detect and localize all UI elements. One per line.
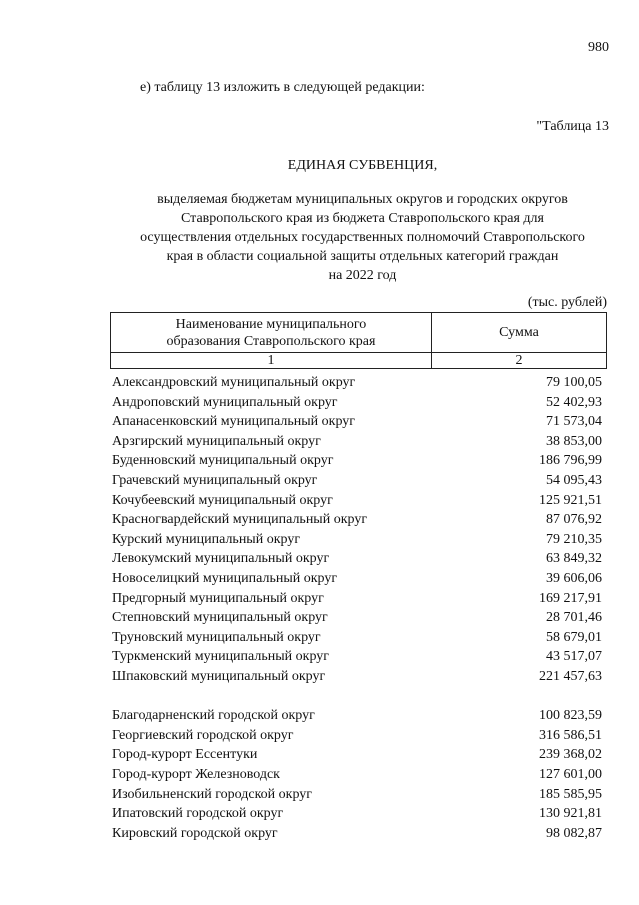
subtitle-line: Ставропольского края из бюджета Ставропольского края для: [181, 211, 544, 226]
row-name: Город-курорт Железноводск: [112, 767, 280, 783]
subtitle-line: осуществления отдельных государственных полномочий Ставропольского: [140, 230, 585, 245]
table-row: [112, 471, 602, 491]
table-row: [112, 412, 602, 432]
row-sum: 316 586,51: [539, 727, 602, 743]
subtitle-line: края в области социальной защиты отдельных категорий граждан: [166, 249, 559, 264]
row-sum: 100 823,59: [539, 708, 602, 724]
row-sum: 185 585,95: [539, 786, 602, 802]
row-name: Грачевский муниципальный округ: [112, 472, 318, 488]
subtitle-line: выделяемая бюджетам муниципальных округов и городских округов: [157, 192, 568, 207]
row-name: Кировский городской округ: [112, 825, 278, 841]
table-row: [112, 491, 602, 511]
table-row: [112, 745, 602, 765]
table-header: [110, 312, 607, 369]
row-name: Благодарненский городской округ: [112, 708, 315, 724]
row-name: Труновский муниципальный округ: [112, 629, 321, 645]
column-number-1: 1: [111, 353, 432, 369]
row-sum: 87 076,92: [546, 512, 602, 528]
table-row: [112, 393, 602, 413]
row-sum: 98 082,87: [546, 825, 602, 841]
table-body: [112, 373, 602, 843]
row-name: Красногвардейский муниципальный округ: [112, 512, 368, 528]
subtitle-line: на 2022 год: [328, 268, 397, 283]
table-row: [112, 667, 602, 687]
table-row: [112, 569, 602, 589]
row-name: Александровский муниципальный округ: [112, 375, 356, 390]
row-name: Андроповский муниципальный округ: [112, 394, 338, 410]
table-row: [112, 726, 602, 746]
column-number-2: 2: [515, 353, 523, 368]
row-name: Кочубеевский муниципальный округ: [112, 492, 333, 508]
table-row: [112, 451, 602, 471]
row-sum: 239 368,02: [539, 747, 602, 763]
row-sum: 186 796,99: [539, 453, 602, 469]
page-number: 980: [588, 40, 609, 55]
row-sum: 221 457,63: [539, 668, 602, 684]
table-row: [112, 647, 602, 667]
table-row: [112, 373, 602, 393]
table-row: [112, 804, 602, 824]
row-name: Георгиевский городской округ: [112, 727, 294, 743]
table-caption: "Таблица 13: [536, 119, 609, 134]
units-label: (тыс. рублей): [527, 295, 607, 310]
row-name: Изобильненский городской округ: [112, 786, 313, 802]
row-sum: 79 210,35: [546, 531, 602, 547]
intro-text: е) таблицу 13 изложить в следующей редакции:: [140, 80, 425, 95]
row-name: Шпаковский муниципальный округ: [112, 668, 326, 684]
table-row: [112, 785, 602, 805]
row-name: Апанасенковский муниципальный округ: [112, 414, 356, 430]
row-sum: 52 402,93: [546, 394, 602, 410]
row-name: Степновский муниципальный округ: [112, 610, 328, 626]
table-row: [112, 706, 602, 726]
row-name: Буденновский муниципальный округ: [112, 453, 334, 469]
row-name: Туркменский муниципальный округ: [112, 649, 329, 665]
row-name: Предгорный муниципальный округ: [112, 590, 324, 606]
table-row: [112, 765, 602, 785]
row-name: Новоселицкий муниципальный округ: [112, 570, 338, 586]
row-name: Арзгирский муниципальный округ: [112, 433, 321, 449]
row-sum: 71 573,04: [546, 414, 602, 430]
header-name-column: [111, 313, 432, 352]
header-sum-column: Сумма: [499, 325, 539, 340]
row-name: Ипатовский городской округ: [112, 806, 284, 822]
table-row: [112, 824, 602, 844]
row-sum: 54 095,43: [546, 472, 602, 488]
row-sum: 125 921,51: [539, 492, 602, 508]
header-number-row: [111, 352, 606, 369]
table-row: [112, 628, 602, 648]
row-sum: 169 217,91: [539, 590, 602, 606]
document-subtitle: [0, 190, 639, 285]
row-sum: 79 100,05: [546, 375, 602, 390]
table-row: [112, 530, 602, 550]
row-sum: 58 679,01: [546, 629, 602, 645]
section-gap: [112, 687, 602, 707]
document-title: ЕДИНАЯ СУБВЕНЦИЯ,: [287, 158, 438, 173]
header-name-line: образования Ставропольского края: [166, 334, 376, 349]
row-sum: 28 701,46: [546, 610, 602, 626]
row-name: Курский муниципальный округ: [112, 531, 301, 547]
row-sum: 39 606,06: [546, 570, 602, 586]
row-name: Левокумский муниципальный округ: [112, 551, 330, 567]
table-row: [112, 432, 602, 452]
row-name: Город-курорт Ессентуки: [112, 747, 258, 763]
row-sum: 127 601,00: [539, 767, 602, 783]
table-row: [112, 608, 602, 628]
table-row: [112, 549, 602, 569]
row-sum: 63 849,32: [546, 551, 602, 567]
header-name-line: Наименование муниципального: [175, 317, 367, 332]
row-sum: 43 517,07: [546, 649, 602, 665]
row-sum: 130 921,81: [539, 806, 602, 822]
table-row: [112, 589, 602, 609]
table-row: [112, 510, 602, 530]
row-sum: 38 853,00: [546, 433, 602, 449]
